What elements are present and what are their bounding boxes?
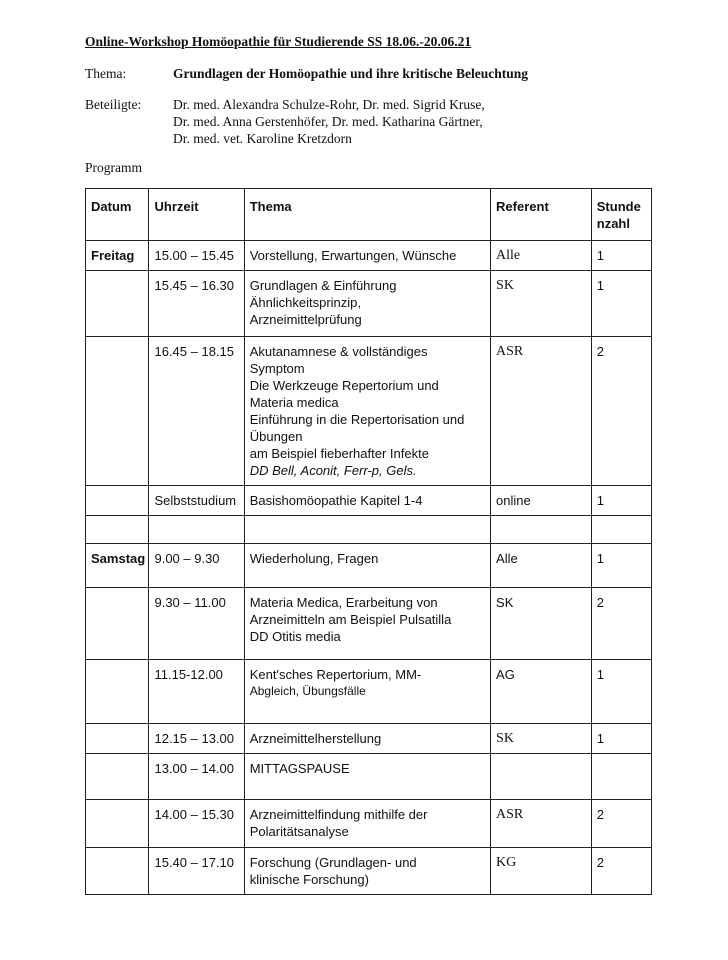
cell-stunden [591,754,651,800]
table-row [86,241,652,271]
table-header-row [86,189,652,241]
thema-line: Arzneimittelfindung mithilfe der [249,807,428,822]
cell-stunden: 1 [591,241,651,271]
cell-thema [244,800,490,848]
table-row [86,848,652,895]
cell-thema [244,516,490,544]
cell-uhrzeit: 15.00 – 15.45 [149,241,244,271]
cell-stunden: 2 [591,800,651,848]
thema-line: Akutanamnese & vollständiges [249,344,428,359]
cell-datum [86,516,149,544]
thema-line: am Beispiel fieberhafter Infekte [249,446,429,461]
cell-datum [86,271,149,337]
cell-referent [491,516,592,544]
beteiligte-line: Dr. med. Alexandra Schulze-Rohr, Dr. med. Sigrid Kruse, [173,97,485,112]
cell-uhrzeit: 12.15 – 13.00 [149,724,244,754]
table-row [86,516,652,544]
thema-line: Forschung (Grundlagen- und [249,855,417,870]
cell-stunden: 2 [591,588,651,660]
beteiligte-line: Dr. med. vet. Karoline Kretzdorn [173,131,352,146]
cell-datum: Samstag [86,544,149,588]
cell-thema [244,271,490,337]
beteiligte-line: Dr. med. Anna Gerstenhöfer, Dr. med. Katharina Gärtner, [173,114,483,129]
document-title: Online-Workshop Homöopathie für Studierende SS 18.06.-20.06.21 [85,34,472,49]
cell-referent: AG [491,660,592,724]
header-datum: Datum [86,189,149,241]
thema-line: Grundlagen & Einführung [249,278,397,293]
table-row [86,800,652,848]
cell-thema [244,660,490,724]
cell-uhrzeit [149,516,244,544]
table-row [86,588,652,660]
cell-referent: SK [491,271,592,337]
thema-line: Materia medica [249,395,339,410]
cell-referent: ASR [491,337,592,486]
cell-thema: Vorstellung, Erwartungen, Wünsche [244,241,490,271]
thema-line: Die Werkzeuge Repertorium und [249,378,439,393]
cell-thema: MITTAGSPAUSE [244,754,490,800]
thema-line: klinische Forschung) [249,872,369,887]
thema-line: Materia Medica, Erarbeitung von [249,595,438,610]
table-row [86,754,652,800]
cell-stunden [591,516,651,544]
cell-referent: online [491,486,592,516]
cell-stunden: 1 [591,660,651,724]
thema-line: Einführung in die Repertorisation und [249,412,465,427]
cell-referent: KG [491,848,592,895]
cell-stunden: 1 [591,486,651,516]
header-stundenzahl-line1: Stunde [596,199,641,214]
cell-referent: SK [491,588,592,660]
cell-referent: Alle [491,241,592,271]
header-uhrzeit: Uhrzeit [149,189,244,241]
thema-value: Grundlagen der Homöopathie und ihre kritische Beleuchtung [173,66,529,81]
thema-line: Übungen [249,429,303,444]
cell-uhrzeit: Selbststudium [149,486,244,516]
cell-datum: Freitag [86,241,149,271]
beteiligte-list [173,96,485,147]
cell-datum [86,588,149,660]
table-row [86,724,652,754]
cell-uhrzeit: 11.15-12.00 [149,660,244,724]
thema-line: Arzneimittelprüfung [249,312,362,327]
thema-line: Symptom [249,361,305,376]
cell-stunden: 1 [591,544,651,588]
table-row [86,544,652,588]
cell-referent [491,754,592,800]
table-row [86,337,652,486]
cell-stunden: 1 [591,724,651,754]
programm-label: Programm [85,160,142,175]
header-stundenzahl [591,189,651,241]
cell-stunden: 2 [591,848,651,895]
cell-uhrzeit: 9.30 – 11.00 [149,588,244,660]
cell-datum [86,848,149,895]
cell-uhrzeit: 16.45 – 18.15 [149,337,244,486]
cell-datum [86,800,149,848]
thema-line: Polaritätsanalyse [249,824,349,839]
thema-line: Abgleich, Übungsfälle [249,684,366,698]
cell-stunden: 2 [591,337,651,486]
thema-line: Arzneimitteln am Beispiel Pulsatilla [249,612,452,627]
header-stundenzahl-line2: nzahl [596,216,630,231]
program-table [85,188,652,895]
cell-referent: ASR [491,800,592,848]
table-row [86,660,652,724]
thema-line: DD Bell, Aconit, Ferr-p, Gels. [249,463,417,478]
cell-uhrzeit: 15.40 – 17.10 [149,848,244,895]
thema-line: Kent'sches Repertorium, MM- [249,667,422,682]
table-row [86,271,652,337]
cell-uhrzeit: 15.45 – 16.30 [149,271,244,337]
cell-datum [86,486,149,516]
thema-label: Thema: [85,66,127,81]
thema-line: Ähnlichkeitsprinzip, [249,295,361,310]
cell-referent: SK [491,724,592,754]
beteiligte-label: Beteiligte: [85,97,142,112]
table-row [86,486,652,516]
thema-line: DD Otitis media [249,629,341,644]
cell-uhrzeit: 13.00 – 14.00 [149,754,244,800]
cell-datum [86,724,149,754]
cell-thema [244,848,490,895]
cell-datum [86,660,149,724]
cell-uhrzeit: 14.00 – 15.30 [149,800,244,848]
cell-thema [244,588,490,660]
cell-uhrzeit: 9.00 – 9.30 [149,544,244,588]
cell-thema: Basishomöopathie Kapitel 1-4 [244,486,490,516]
cell-datum [86,337,149,486]
cell-thema: Wiederholung, Fragen [244,544,490,588]
cell-thema: Arzneimittelherstellung [244,724,490,754]
header-thema: Thema [244,189,490,241]
header-referent: Referent [491,189,592,241]
cell-thema [244,337,490,486]
cell-stunden: 1 [591,271,651,337]
cell-referent: Alle [491,544,592,588]
cell-datum [86,754,149,800]
